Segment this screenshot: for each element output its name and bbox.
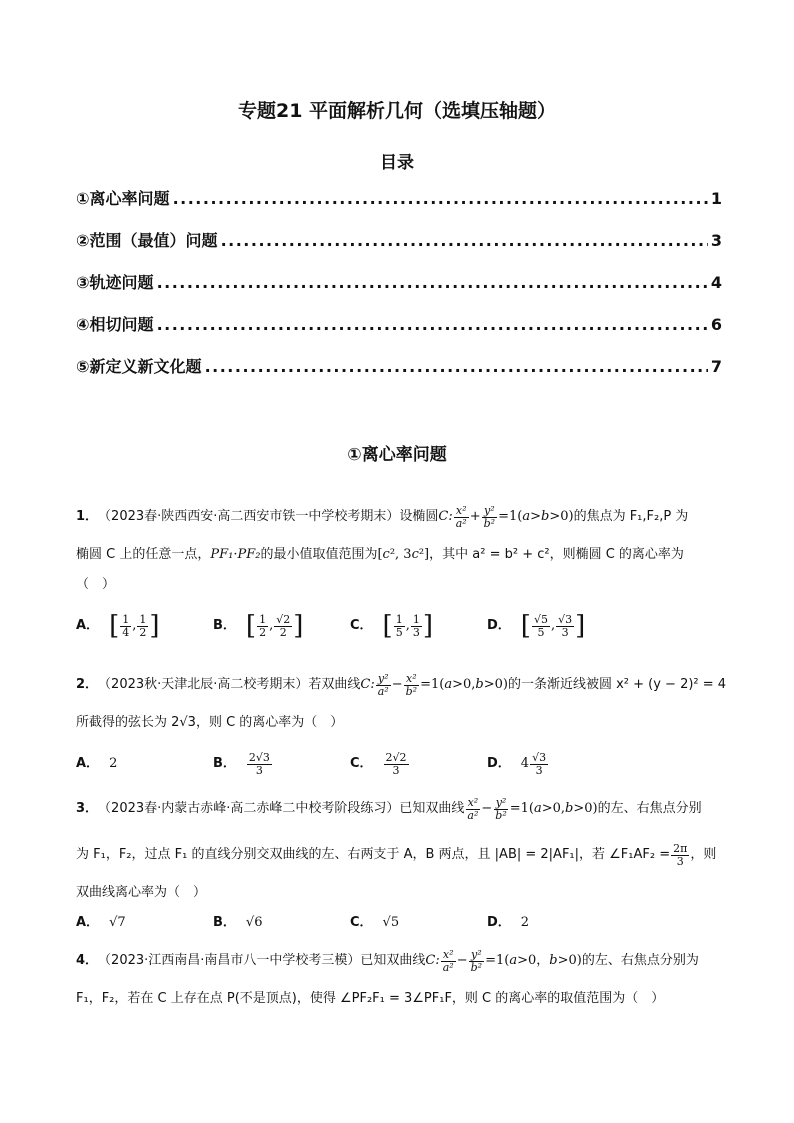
options-row xyxy=(76,600,726,652)
formula: C: xyxy=(438,509,453,524)
option-b[interactable]: B． [ $\frac{1}{2}$ , $\frac{√2}{2}$ ] xyxy=(213,611,304,641)
option-a[interactable]: A． √7 xyxy=(76,915,126,930)
question-line: 2． （2023秋·天津北辰·高二校考期末）若双曲线 C: $\frac{\text{y²}}{\text{a²}}$ − $\frac{\text{x²}}{\text{b²}}$ =1(a>0,b>0) 的一条渐近线被圆 x² + (y − 2)² = 4 xyxy=(76,671,727,698)
question-line xyxy=(76,878,726,908)
toc-entry[interactable] xyxy=(76,354,722,396)
question-number: 1． xyxy=(76,509,99,524)
toc-entry-page: 3 xyxy=(710,231,722,250)
question-text: 的最小值取值范围为 xyxy=(260,547,378,562)
option-d[interactable]: D． 4 $\frac{√3}{3}$ xyxy=(487,750,547,777)
question-text: ，其中 a² = b² + c²，则椭圆 C 的离心率为 xyxy=(429,547,684,562)
fraction: $\frac{\text{x²}}{\text{a²}}$ xyxy=(455,503,467,530)
option-d[interactable]: D． 2 xyxy=(487,915,530,930)
question-text: （2023·江西南昌·南昌市八一中学校考三模）已知双曲线 xyxy=(98,953,426,968)
question-text: 的一条渐近线被圆 x² + (y − 2)² = 4 xyxy=(507,677,727,692)
question-text: 双曲线离心率为（ ） xyxy=(76,885,207,900)
formula: C: xyxy=(425,953,440,968)
toc-entry-label: ②范围（最值）问题 xyxy=(76,231,218,250)
question-2 xyxy=(76,662,726,790)
question-line xyxy=(76,832,726,878)
toc-entry[interactable] xyxy=(76,312,722,354)
option-a[interactable]: A． 2 xyxy=(76,756,118,771)
toc-entry[interactable] xyxy=(76,186,722,228)
question-3 xyxy=(76,786,726,938)
toc-entry-page: 6 xyxy=(710,315,722,334)
question-text: 的焦点为 F₁,F₂,P 为 xyxy=(573,509,689,524)
fraction: $\frac{\text{x²}}{\text{a²}}$ xyxy=(442,947,454,974)
question-1 xyxy=(76,494,726,652)
toc-dot-leader xyxy=(173,189,708,208)
toc-dot-leader xyxy=(221,231,708,250)
section-heading: ①离心率问题 xyxy=(347,445,447,465)
fraction: $\frac{2\pi}{3}$ xyxy=(673,841,688,868)
formula: [c², 3c²] xyxy=(377,547,430,562)
question-text: （2023春·陕西西安·高二西安市铁一中学校考期末）设椭圆 xyxy=(98,509,439,524)
question-text: 所截得的弦长为 2√3，则 C 的离心率为（ ） xyxy=(76,715,344,730)
option-b[interactable]: B． $\frac{2√3}{3}$ xyxy=(213,750,270,777)
question-line xyxy=(76,708,726,738)
toc-entry-label: ③轨迹问题 xyxy=(76,273,154,292)
toc-entry-label: ④相切问题 xyxy=(76,315,154,334)
toc-entry-page: 1 xyxy=(710,189,722,208)
question-text: （2023秋·天津北辰·高二校考期末）若双曲线 xyxy=(98,677,361,692)
toc-entry[interactable] xyxy=(76,228,722,270)
question-line xyxy=(76,540,726,570)
document-title: 专题21 平面解析几何（选填压轴题） xyxy=(237,100,557,122)
question-text: （2023春·内蒙古赤峰·高二赤峰二中校考阶段练习）已知双曲线 xyxy=(98,801,465,816)
question-text: F₁，F₂，若在 C 上存在点 P(不是顶点)，使得 ∠PF₂F₁ = 3∠PF₁F，则 C 的离心率的取值范围为（ ） xyxy=(76,991,665,1006)
option-c[interactable]: C． [ $\frac{1}{5}$ , $\frac{1}{3}$ ] xyxy=(350,611,433,641)
toc-dot-leader xyxy=(157,273,708,292)
fraction: $\frac{\text{y²}}{\text{b²}}$ xyxy=(495,795,507,822)
question-text: 的左、右焦点分别为 xyxy=(581,953,699,968)
table-of-contents xyxy=(76,186,722,396)
fraction: $\frac{\text{x²}}{\text{a²}}$ xyxy=(467,795,479,822)
formula: C: xyxy=(360,677,375,692)
question-text: 为 F₁，F₂，过点 F₁ 的直线分别交双曲线的左、右两支于 A，B 两点，且 |AB| = 2|AF₁|，若 ∠F₁AF₂ = xyxy=(76,847,671,862)
fraction: $\frac{\text{y²}}{\text{a²}}$ xyxy=(377,671,389,698)
question-line xyxy=(76,984,726,1014)
question-number: 3． xyxy=(76,801,99,816)
toc-entry[interactable] xyxy=(76,270,722,312)
question-line: 4． （2023·江西南昌·南昌市八一中学校考三模）已知双曲线 C: $\frac{\text{x²}}{\text{a²}}$ − $\frac{\text{y²}}{\text{b²}}$ =1(a>0，b>0) 的左、右焦点分别为 xyxy=(76,947,699,974)
question-4 xyxy=(76,938,726,1014)
option-c[interactable]: C． √5 xyxy=(350,915,400,930)
toc-dot-leader xyxy=(205,357,708,376)
fraction: $\frac{\text{y²}}{\text{b²}}$ xyxy=(470,947,483,974)
question-text: 椭圆 C 上的任意一点， xyxy=(76,547,211,562)
toc-entry-label: ①离心率问题 xyxy=(76,189,170,208)
option-a[interactable]: A． [ $\frac{1}{4}$ , $\frac{1}{2}$ ] xyxy=(76,611,160,641)
question-text: （ ） xyxy=(76,577,116,592)
question-text: 的左、右焦点分别 xyxy=(597,801,702,816)
toc-heading: 目录 xyxy=(380,153,414,173)
question-line: 1． （2023春·陕西西安·高二西安市铁一中学校考期末）设椭圆 C: $\frac{\text{x²}}{\text{a²}}$ + $\frac{\text{y²}}{\text{b²}}$ =1(a>b>0) 的焦点为 F₁,F₂,P 为 xyxy=(76,503,689,530)
question-number: 4． xyxy=(76,953,99,968)
toc-entry-label: ⑤新定义新文化题 xyxy=(76,357,202,376)
option-c[interactable]: C． $\frac{2√2}{3}$ xyxy=(350,750,407,777)
question-line: 3． （2023春·内蒙古赤峰·高二赤峰二中校考阶段练习）已知双曲线 $\frac{\text{x²}}{\text{a²}}$ − $\frac{\text{y²}}{\text{b²}}$ =1(a>0,b>0) 的左、右焦点分别 xyxy=(76,795,702,822)
question-number: 2． xyxy=(76,677,99,692)
options-row xyxy=(76,738,726,790)
fraction: $\frac{\text{x²}}{\text{b²}}$ xyxy=(405,671,418,698)
question-line xyxy=(76,570,726,600)
toc-entry-page: 7 xyxy=(710,357,722,376)
formula: PF₁·PF₂ xyxy=(210,547,261,562)
toc-dot-leader xyxy=(157,315,708,334)
option-b[interactable]: B． √6 xyxy=(213,915,263,930)
fraction: $\frac{\text{y²}}{\text{b²}}$ xyxy=(483,503,496,530)
options-row xyxy=(76,908,726,938)
question-text: ，则 xyxy=(690,847,717,862)
option-d[interactable]: D． [ $\frac{√5}{5}$ , $\frac{√3}{3}$ ] xyxy=(487,611,586,641)
toc-entry-page: 4 xyxy=(710,273,722,292)
